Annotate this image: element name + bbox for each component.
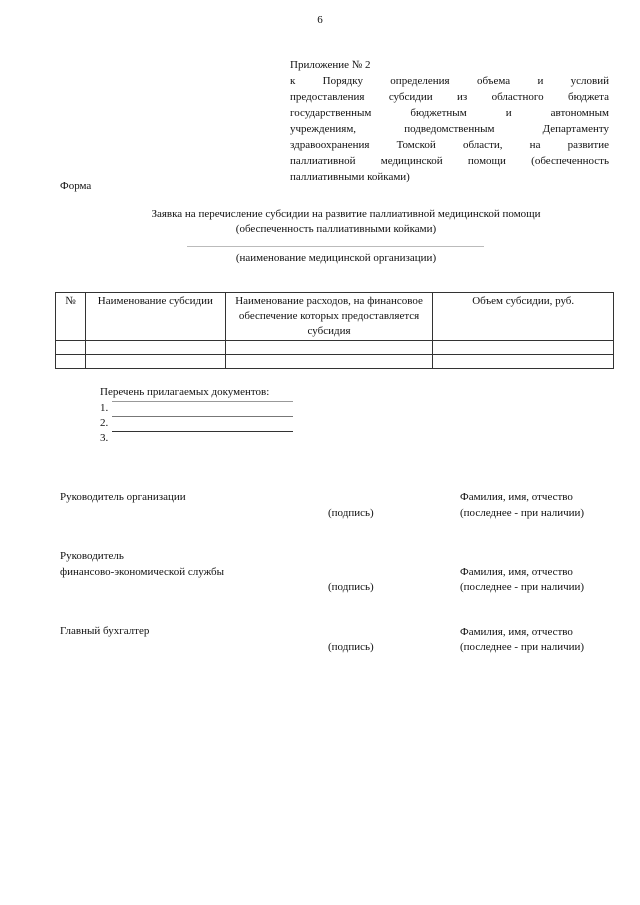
annex-line: паллиативными койками) (290, 171, 410, 183)
page-number: 6 (317, 14, 323, 26)
fio-note: (последнее - при наличии) (460, 507, 585, 519)
signature-label: (подпись) (328, 507, 374, 519)
document-item-field[interactable] (112, 416, 293, 417)
signature-role: Руководитель организации (60, 491, 186, 503)
header-num: № (56, 293, 86, 341)
fio-label: Фамилия, имя, отчество (460, 491, 573, 503)
header-subsidy-name: Наименование субсидии (85, 293, 225, 341)
table-row (56, 355, 614, 369)
annex-line: здравоохранения Томской области, на развитие (290, 139, 609, 151)
table-header-row (56, 293, 614, 341)
signature-label: (подпись) (328, 641, 374, 653)
signature-role: Руководитель (60, 550, 124, 562)
document-item-number: 3. (100, 432, 109, 444)
annex-line: предоставления субсидии из областного бюджета (290, 91, 609, 103)
table-cell[interactable] (225, 341, 433, 355)
form-label: Форма (60, 180, 92, 192)
table-cell[interactable] (56, 341, 86, 355)
annex-line: паллиативной медицинской помощи (обеспеченность (290, 155, 609, 167)
request-title-line1: Заявка на перечисление субсидии на развитие паллиативной медицинской помощи (151, 208, 541, 220)
table-cell[interactable] (433, 355, 614, 369)
header-amount: Объем субсидии, руб. (433, 293, 614, 341)
fio-note: (последнее - при наличии) (460, 641, 585, 653)
document-item-field[interactable] (112, 431, 293, 432)
document-item-number: 1. (100, 402, 109, 414)
table-row (56, 341, 614, 355)
subsidy-table (55, 292, 614, 369)
table-cell[interactable] (56, 355, 86, 369)
document-item-number: 2. (100, 417, 109, 429)
fio-label: Фамилия, имя, отчество (460, 626, 573, 638)
annex-line: учреждениям, подведомственным Департаменту (290, 123, 609, 135)
header-expense-name: Наименование расходов, на финансовое обеспечение которых предоставляется субсидия (225, 293, 433, 341)
table-cell[interactable] (433, 341, 614, 355)
annex-block (290, 57, 609, 185)
annex-line: к Порядку определения объема и условий (290, 75, 609, 87)
signature-label: (подпись) (328, 581, 374, 593)
request-title-line2: (обеспеченность паллиативными койками) (235, 223, 437, 235)
signature-role-line2: финансово-экономической службы (60, 566, 225, 578)
signature-role: Главный бухгалтер (60, 625, 150, 637)
table-cell[interactable] (85, 355, 225, 369)
table-cell[interactable] (85, 341, 225, 355)
fio-label: Фамилия, имя, отчество (460, 566, 573, 578)
annex-title: Приложение № 2 (290, 59, 371, 71)
fio-note: (последнее - при наличии) (460, 581, 585, 593)
org-name-field[interactable] (187, 246, 484, 247)
table-cell[interactable] (225, 355, 433, 369)
annex-line: государственным бюджетным и автономным (290, 107, 609, 119)
org-caption: (наименование медицинской организации) (235, 252, 437, 264)
document-item-field[interactable] (112, 401, 293, 402)
documents-title: Перечень прилагаемых документов: (100, 386, 270, 398)
